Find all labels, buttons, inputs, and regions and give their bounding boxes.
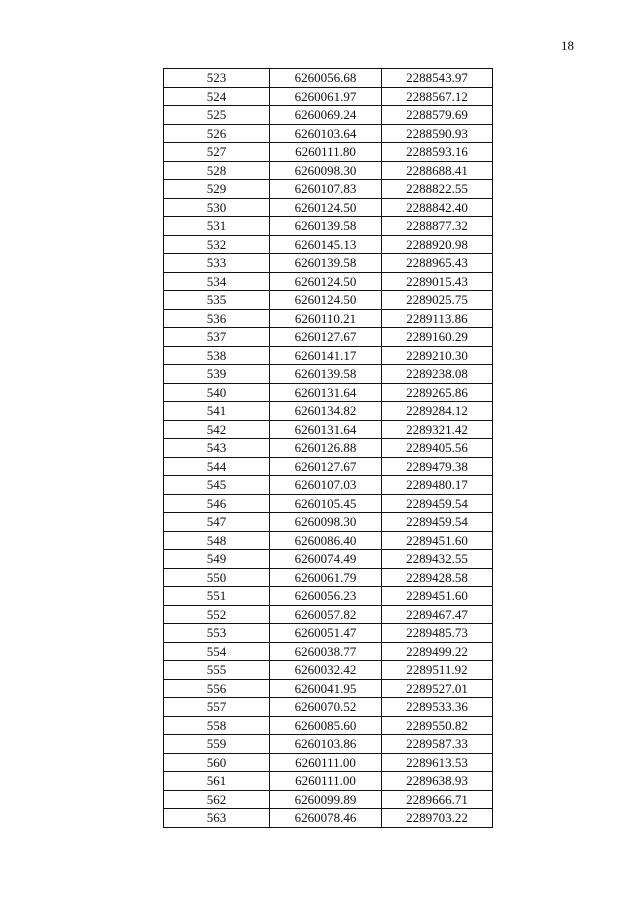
table-row: [164, 476, 493, 495]
table-row: [164, 642, 493, 661]
point-number-cell: 525: [164, 106, 270, 125]
x-coordinate-cell: 6260078.46: [270, 809, 382, 828]
point-number-cell: 555: [164, 661, 270, 680]
point-number-cell: 543: [164, 439, 270, 458]
y-coordinate-cell: 2289160.29: [382, 328, 493, 347]
x-coordinate-cell: 6260070.52: [270, 698, 382, 717]
point-number-cell: 526: [164, 124, 270, 143]
y-coordinate-cell: 2289321.42: [382, 420, 493, 439]
point-number-cell: 540: [164, 383, 270, 402]
x-coordinate-cell: 6260127.67: [270, 328, 382, 347]
y-coordinate-cell: 2289613.53: [382, 753, 493, 772]
table-row: [164, 809, 493, 828]
table-row: [164, 383, 493, 402]
table-row: [164, 624, 493, 643]
x-coordinate-cell: 6260111.00: [270, 772, 382, 791]
y-coordinate-cell: 2288567.12: [382, 87, 493, 106]
y-coordinate-cell: 2289499.22: [382, 642, 493, 661]
x-coordinate-cell: 6260056.23: [270, 587, 382, 606]
table-row: [164, 272, 493, 291]
coordinates-table: [163, 68, 493, 828]
table-row: [164, 531, 493, 550]
point-number-cell: 562: [164, 790, 270, 809]
x-coordinate-cell: 6260041.95: [270, 679, 382, 698]
point-number-cell: 537: [164, 328, 270, 347]
table-row: [164, 328, 493, 347]
x-coordinate-cell: 6260098.30: [270, 513, 382, 532]
point-number-cell: 538: [164, 346, 270, 365]
y-coordinate-cell: 2289527.01: [382, 679, 493, 698]
point-number-cell: 527: [164, 143, 270, 162]
table-row: [164, 87, 493, 106]
y-coordinate-cell: 2289459.54: [382, 494, 493, 513]
y-coordinate-cell: 2289459.54: [382, 513, 493, 532]
table-row: [164, 69, 493, 88]
table-row: [164, 661, 493, 680]
table-row: [164, 550, 493, 569]
x-coordinate-cell: 6260103.86: [270, 735, 382, 754]
x-coordinate-cell: 6260124.50: [270, 272, 382, 291]
table-row: [164, 735, 493, 754]
point-number-cell: 541: [164, 402, 270, 421]
x-coordinate-cell: 6260099.89: [270, 790, 382, 809]
y-coordinate-cell: 2289533.36: [382, 698, 493, 717]
point-number-cell: 558: [164, 716, 270, 735]
point-number-cell: 552: [164, 605, 270, 624]
point-number-cell: 524: [164, 87, 270, 106]
table-row: [164, 439, 493, 458]
coordinates-table-body: [164, 69, 493, 828]
point-number-cell: 533: [164, 254, 270, 273]
x-coordinate-cell: 6260069.24: [270, 106, 382, 125]
table-row: [164, 180, 493, 199]
x-coordinate-cell: 6260126.88: [270, 439, 382, 458]
x-coordinate-cell: 6260086.40: [270, 531, 382, 550]
y-coordinate-cell: 2289550.82: [382, 716, 493, 735]
point-number-cell: 546: [164, 494, 270, 513]
x-coordinate-cell: 6260105.45: [270, 494, 382, 513]
y-coordinate-cell: 2289638.93: [382, 772, 493, 791]
y-coordinate-cell: 2288842.40: [382, 198, 493, 217]
x-coordinate-cell: 6260103.64: [270, 124, 382, 143]
point-number-cell: 544: [164, 457, 270, 476]
point-number-cell: 549: [164, 550, 270, 569]
point-number-cell: 536: [164, 309, 270, 328]
point-number-cell: 539: [164, 365, 270, 384]
point-number-cell: 561: [164, 772, 270, 791]
y-coordinate-cell: 2289428.58: [382, 568, 493, 587]
point-number-cell: 563: [164, 809, 270, 828]
point-number-cell: 529: [164, 180, 270, 199]
x-coordinate-cell: 6260056.68: [270, 69, 382, 88]
x-coordinate-cell: 6260139.58: [270, 254, 382, 273]
table-row: [164, 143, 493, 162]
y-coordinate-cell: 2289703.22: [382, 809, 493, 828]
x-coordinate-cell: 6260032.42: [270, 661, 382, 680]
table-row: [164, 753, 493, 772]
table-row: [164, 402, 493, 421]
x-coordinate-cell: 6260134.82: [270, 402, 382, 421]
table-row: [164, 568, 493, 587]
table-row: [164, 309, 493, 328]
y-coordinate-cell: 2289210.30: [382, 346, 493, 365]
x-coordinate-cell: 6260145.13: [270, 235, 382, 254]
y-coordinate-cell: 2289467.47: [382, 605, 493, 624]
x-coordinate-cell: 6260124.50: [270, 291, 382, 310]
x-coordinate-cell: 6260061.79: [270, 568, 382, 587]
point-number-cell: 542: [164, 420, 270, 439]
x-coordinate-cell: 6260110.21: [270, 309, 382, 328]
x-coordinate-cell: 6260111.80: [270, 143, 382, 162]
y-coordinate-cell: 2289405.56: [382, 439, 493, 458]
y-coordinate-cell: 2288590.93: [382, 124, 493, 143]
x-coordinate-cell: 6260051.47: [270, 624, 382, 643]
x-coordinate-cell: 6260124.50: [270, 198, 382, 217]
page-number: 18: [561, 38, 574, 53]
point-number-cell: 528: [164, 161, 270, 180]
point-number-cell: 530: [164, 198, 270, 217]
x-coordinate-cell: 6260085.60: [270, 716, 382, 735]
point-number-cell: 557: [164, 698, 270, 717]
table-row: [164, 217, 493, 236]
table-row: [164, 198, 493, 217]
point-number-cell: 534: [164, 272, 270, 291]
table-row: [164, 346, 493, 365]
x-coordinate-cell: 6260061.97: [270, 87, 382, 106]
x-coordinate-cell: 6260074.49: [270, 550, 382, 569]
x-coordinate-cell: 6260139.58: [270, 217, 382, 236]
x-coordinate-cell: 6260107.03: [270, 476, 382, 495]
table-row: [164, 420, 493, 439]
table-row: [164, 235, 493, 254]
y-coordinate-cell: 2289479.38: [382, 457, 493, 476]
y-coordinate-cell: 2289265.86: [382, 383, 493, 402]
x-coordinate-cell: 6260127.67: [270, 457, 382, 476]
point-number-cell: 553: [164, 624, 270, 643]
table-row: [164, 161, 493, 180]
point-number-cell: 547: [164, 513, 270, 532]
y-coordinate-cell: 2289025.75: [382, 291, 493, 310]
y-coordinate-cell: 2289666.71: [382, 790, 493, 809]
y-coordinate-cell: 2288965.43: [382, 254, 493, 273]
table-row: [164, 124, 493, 143]
table-row: [164, 716, 493, 735]
x-coordinate-cell: 6260131.64: [270, 383, 382, 402]
table-row: [164, 513, 493, 532]
x-coordinate-cell: 6260038.77: [270, 642, 382, 661]
table-row: [164, 365, 493, 384]
y-coordinate-cell: 2289113.86: [382, 309, 493, 328]
y-coordinate-cell: 2288920.98: [382, 235, 493, 254]
point-number-cell: 556: [164, 679, 270, 698]
y-coordinate-cell: 2289587.33: [382, 735, 493, 754]
table-row: [164, 457, 493, 476]
point-number-cell: 523: [164, 69, 270, 88]
point-number-cell: 531: [164, 217, 270, 236]
point-number-cell: 535: [164, 291, 270, 310]
y-coordinate-cell: 2289015.43: [382, 272, 493, 291]
y-coordinate-cell: 2289451.60: [382, 531, 493, 550]
x-coordinate-cell: 6260111.00: [270, 753, 382, 772]
y-coordinate-cell: 2289485.73: [382, 624, 493, 643]
x-coordinate-cell: 6260131.64: [270, 420, 382, 439]
point-number-cell: 559: [164, 735, 270, 754]
table-row: [164, 679, 493, 698]
point-number-cell: 550: [164, 568, 270, 587]
y-coordinate-cell: 2289511.92: [382, 661, 493, 680]
y-coordinate-cell: 2288688.41: [382, 161, 493, 180]
table-row: [164, 587, 493, 606]
y-coordinate-cell: 2288543.97: [382, 69, 493, 88]
table-row: [164, 291, 493, 310]
y-coordinate-cell: 2289238.08: [382, 365, 493, 384]
x-coordinate-cell: 6260057.82: [270, 605, 382, 624]
y-coordinate-cell: 2288579.69: [382, 106, 493, 125]
table-row: [164, 698, 493, 717]
table-row: [164, 772, 493, 791]
table-row: [164, 106, 493, 125]
y-coordinate-cell: 2289284.12: [382, 402, 493, 421]
table-row: [164, 254, 493, 273]
table-row: [164, 605, 493, 624]
y-coordinate-cell: 2288593.16: [382, 143, 493, 162]
point-number-cell: 548: [164, 531, 270, 550]
point-number-cell: 532: [164, 235, 270, 254]
table-row: [164, 494, 493, 513]
table-row: [164, 790, 493, 809]
y-coordinate-cell: 2289432.55: [382, 550, 493, 569]
point-number-cell: 560: [164, 753, 270, 772]
point-number-cell: 554: [164, 642, 270, 661]
point-number-cell: 551: [164, 587, 270, 606]
y-coordinate-cell: 2289451.60: [382, 587, 493, 606]
y-coordinate-cell: 2289480.17: [382, 476, 493, 495]
point-number-cell: 545: [164, 476, 270, 495]
y-coordinate-cell: 2288877.32: [382, 217, 493, 236]
x-coordinate-cell: 6260107.83: [270, 180, 382, 199]
x-coordinate-cell: 6260139.58: [270, 365, 382, 384]
x-coordinate-cell: 6260141.17: [270, 346, 382, 365]
y-coordinate-cell: 2288822.55: [382, 180, 493, 199]
x-coordinate-cell: 6260098.30: [270, 161, 382, 180]
